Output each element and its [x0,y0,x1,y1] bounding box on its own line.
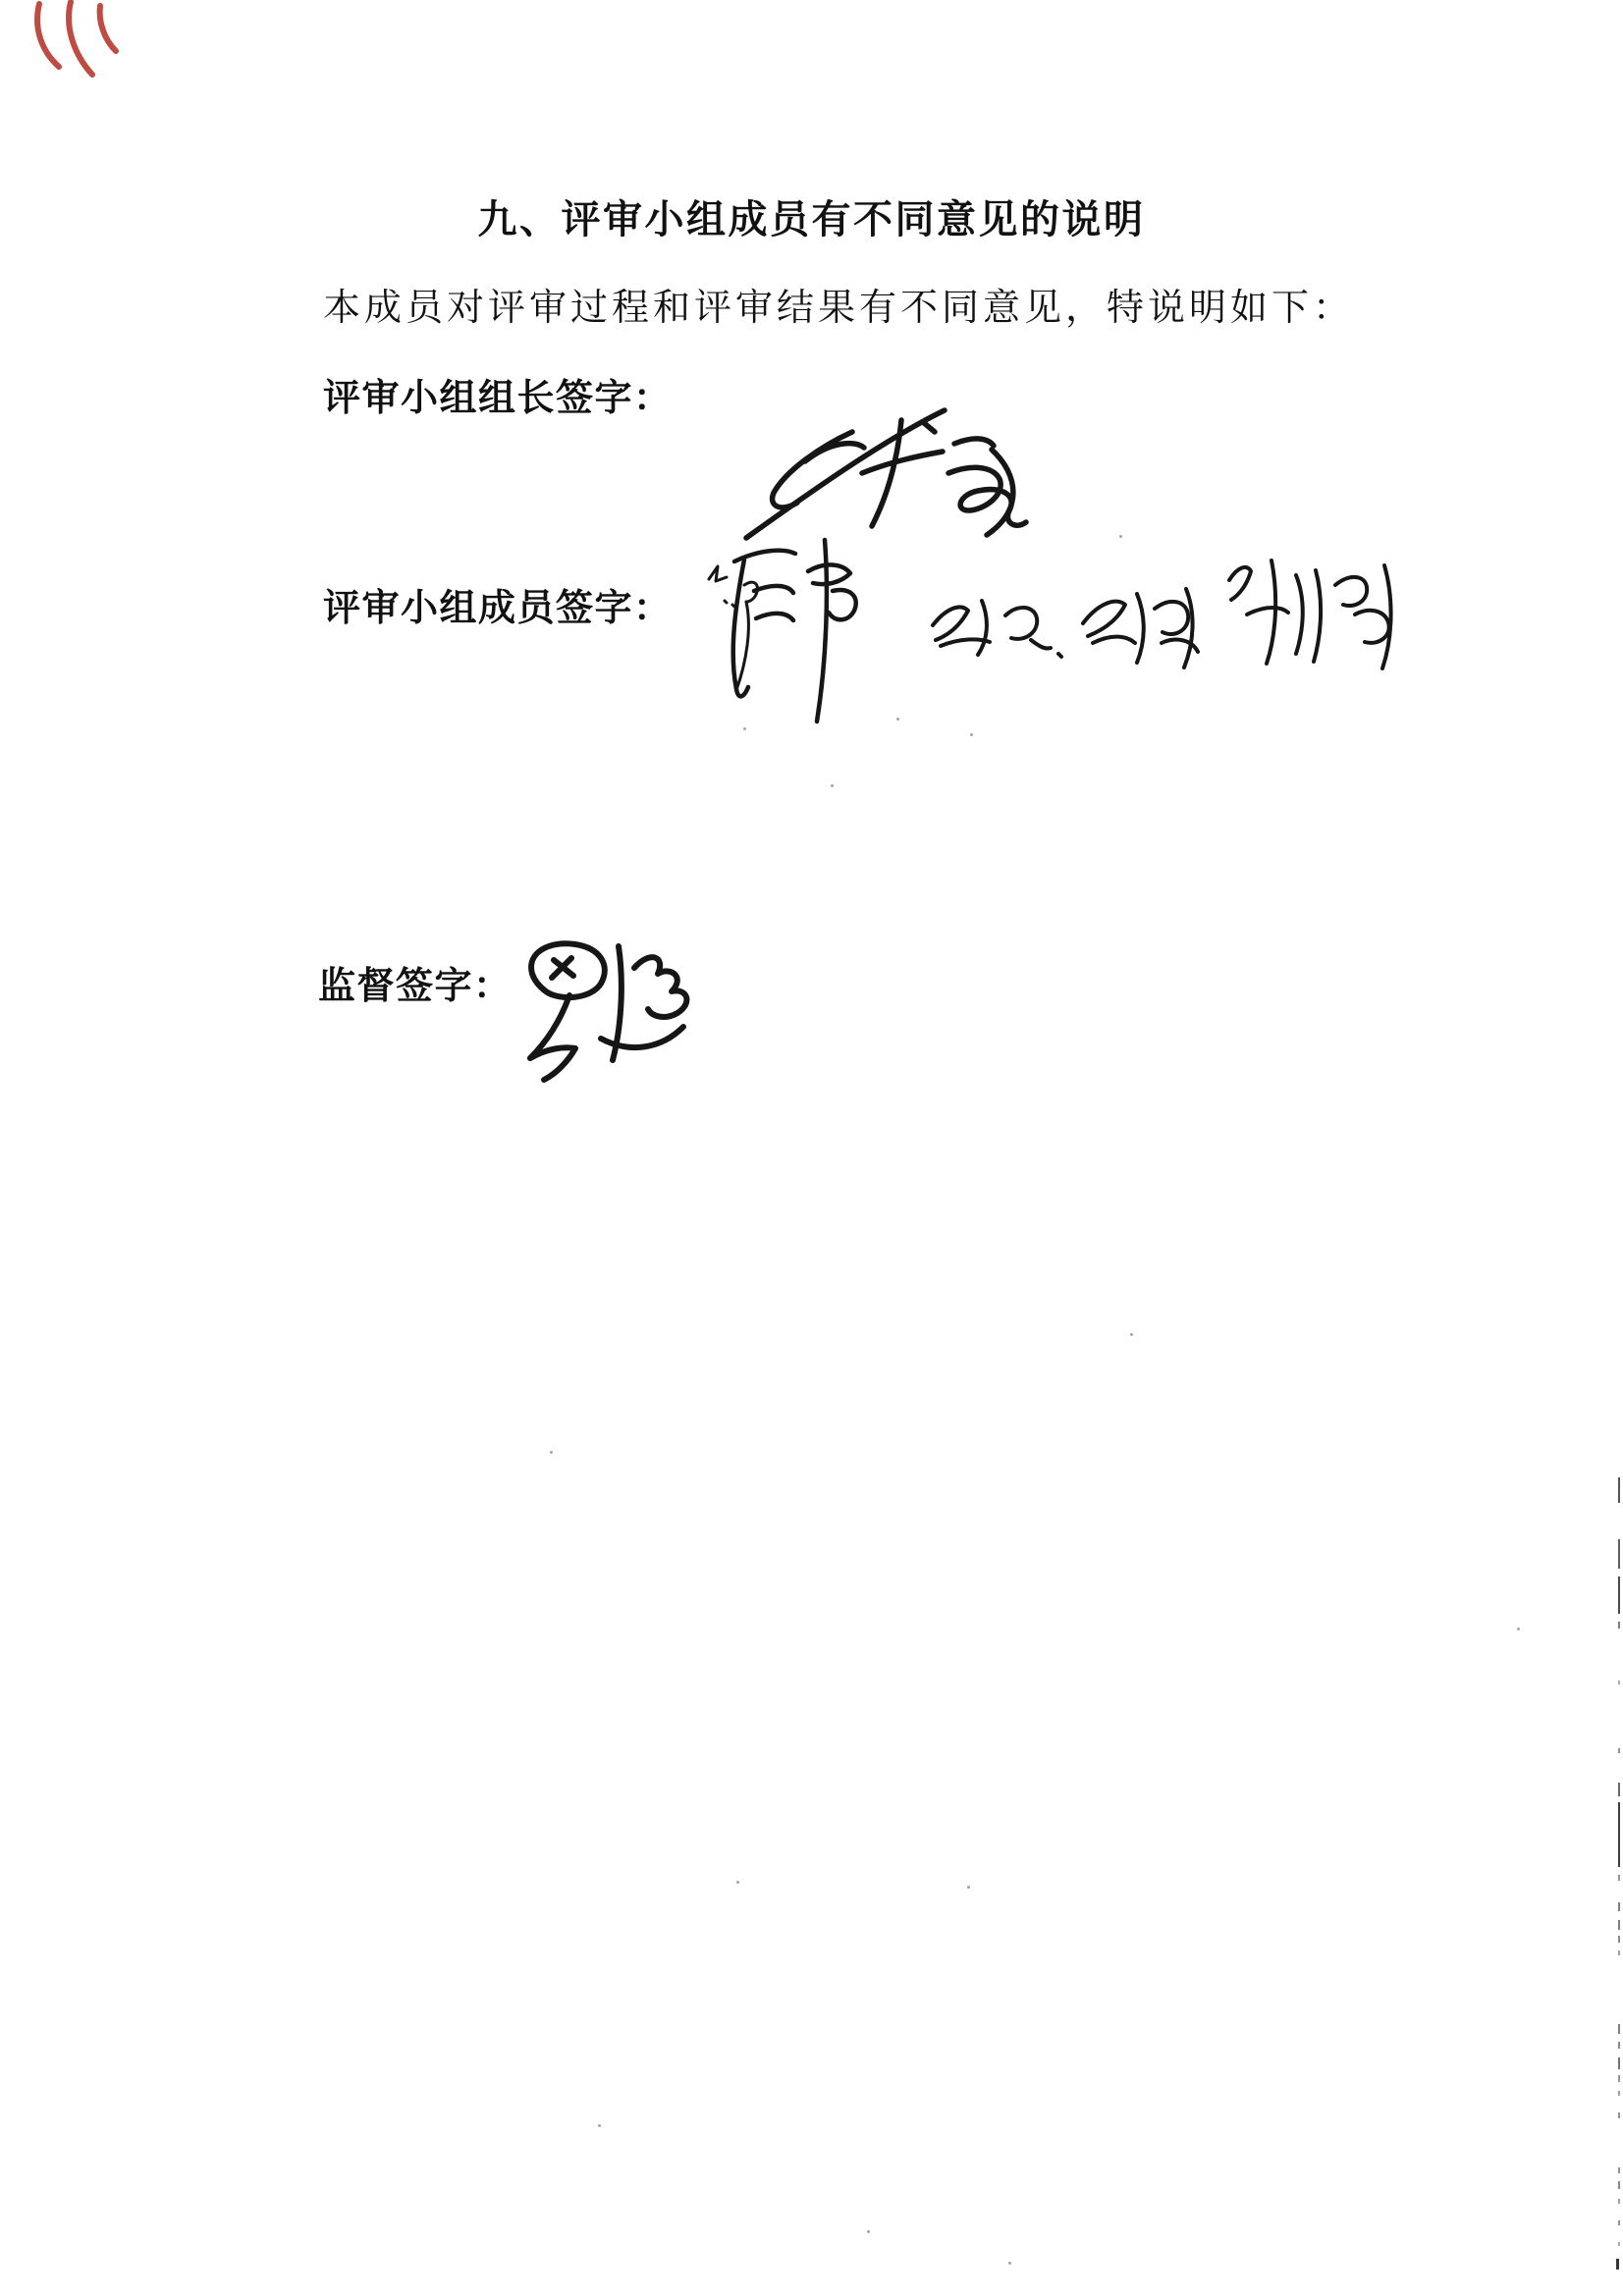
member-signature-4 [1217,546,1419,678]
member-signature-1 [715,532,872,728]
page-title: 九、评审小组成员有不同意见的说明 [477,197,1146,241]
member-signature-3 [1068,569,1216,679]
supervisor-signature [503,933,694,1090]
member-signature-2 [921,581,1068,674]
supervisor-signature-label: 监督签字： [318,966,513,1007]
leader-signature-label: 评审小组组长签字： [323,378,673,419]
members-signature-label: 评审小组成员签字： [323,588,673,629]
intro-paragraph: 本成员对评审过程和评审结果有不同意见，特说明如下： [323,288,1355,329]
red-corner-stamp-mark [26,0,124,98]
